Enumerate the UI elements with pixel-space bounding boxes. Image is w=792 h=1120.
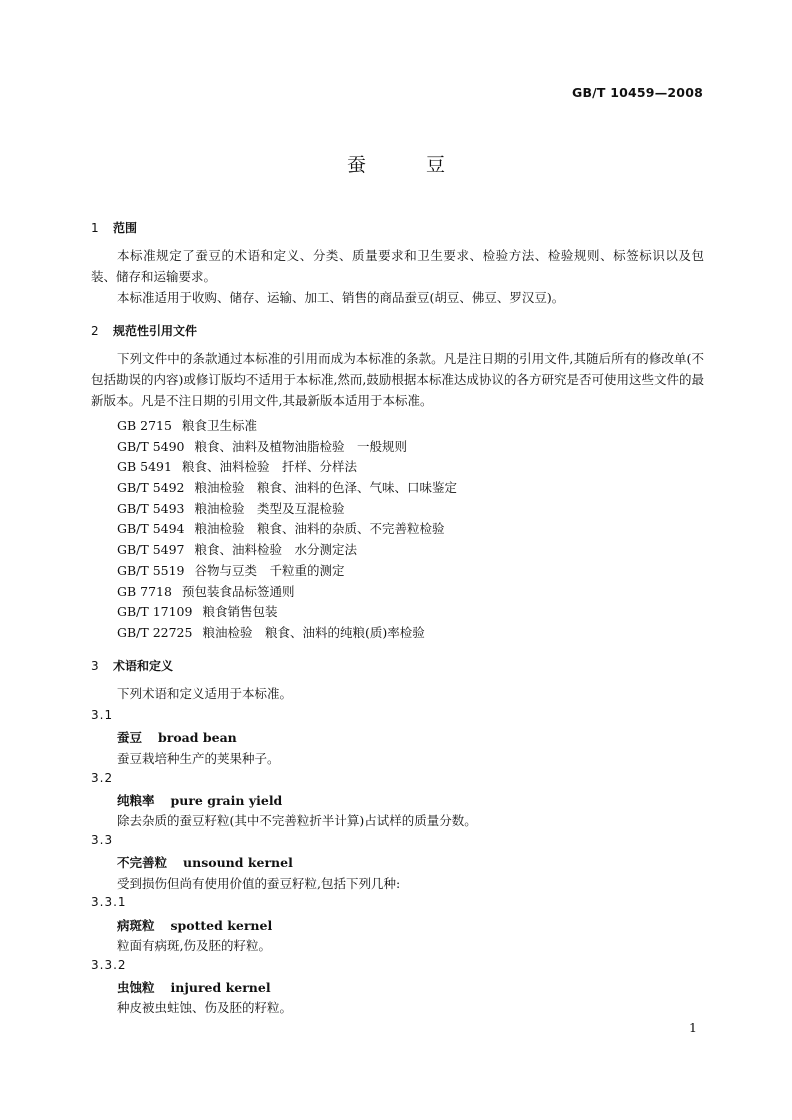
reference-title: 粮食销售包装 xyxy=(202,604,278,619)
term-cn: 纯粮率 xyxy=(117,793,155,808)
section-1-heading xyxy=(91,219,137,236)
term-definition: 蚕豆栽培种生产的荚果种子。 xyxy=(117,751,280,766)
reference-title: 粮食卫生标准 xyxy=(181,418,257,433)
term-definition: 除去杂质的蚕豆籽粒(其中不完善粒折半计算)占试样的质量分数。 xyxy=(117,813,477,828)
reference-item xyxy=(117,416,257,434)
term-heading xyxy=(117,728,237,746)
reference-title: 粮食、油料检验 扦样、分样法 xyxy=(181,459,357,474)
terms-intro: 下列术语和定义适用于本标准。 xyxy=(117,686,293,701)
reference-code: GB/T 5497 xyxy=(117,542,185,557)
reference-title: 粮油检验 类型及互混检验 xyxy=(194,501,345,516)
reference-title: 粮食、油料及植物油脂检验 一般规则 xyxy=(194,439,408,454)
page-number: 1 xyxy=(689,1020,697,1035)
reference-code: GB/T 5490 xyxy=(117,439,185,454)
reference-title: 谷物与豆类 千粒重的测定 xyxy=(194,563,345,578)
reference-code: GB/T 5519 xyxy=(117,563,185,578)
section-3-heading xyxy=(91,657,173,674)
reference-title: 粮食、油料检验 水分测定法 xyxy=(194,542,358,557)
term-heading xyxy=(117,791,282,809)
term-cn: 虫蚀粒 xyxy=(117,980,155,995)
section-number: 3 xyxy=(91,659,99,673)
reference-item xyxy=(117,602,277,620)
section-title: 术语和定义 xyxy=(113,659,174,673)
term-definition: 受到损伤但尚有使用价值的蚕豆籽粒,包括下列几种: xyxy=(117,876,401,891)
term-en: injured kernel xyxy=(170,980,271,995)
section-number: 2 xyxy=(91,324,99,338)
reference-code: GB/T 5493 xyxy=(117,501,185,516)
term-en: unsound kernel xyxy=(183,855,293,870)
standard-number: GB/T 10459—2008 xyxy=(571,85,703,100)
page-title: 蚕豆 xyxy=(346,154,505,176)
reference-item xyxy=(117,582,294,600)
term-definition: 粒面有病斑,伤及胚的籽粒。 xyxy=(117,938,271,953)
section-number: 1 xyxy=(91,221,99,235)
term-number: 3.1 xyxy=(91,708,114,722)
section-2-heading xyxy=(91,322,197,339)
term-en: pure grain yield xyxy=(170,793,283,808)
reference-title: 粮油检验 粮食、油料的纯粮(质)率检验 xyxy=(202,625,425,640)
term-number: 3.3.2 xyxy=(91,958,127,972)
reference-item xyxy=(117,457,357,475)
term-number: 3.3.1 xyxy=(91,895,127,909)
normative-intro: 下列文件中的条款通过本标准的引用而成为本标准的条款。凡是注日期的引用文件,其随后所有的修改单(不包括勘误的内容)或修订版均不适用于本标准,然而,鼓励根据本标准达成协议的各方研究是否可使用这些文件的最新版本。凡是不注日期的引用文件,其最新版本适用于本标准。 xyxy=(91,351,704,408)
reference-item xyxy=(117,519,445,537)
reference-code: GB 2715 xyxy=(117,418,172,433)
reference-item xyxy=(117,437,407,455)
term-heading xyxy=(117,853,293,871)
reference-code: GB 7718 xyxy=(117,584,172,599)
reference-item xyxy=(117,561,345,579)
reference-item xyxy=(117,499,345,517)
reference-code: GB/T 17109 xyxy=(117,604,193,619)
term-heading xyxy=(117,978,271,996)
term-number: 3.2 xyxy=(91,771,114,785)
scope-paragraph-2: 本标准适用于收购、储存、运输、加工、销售的商品蚕豆(胡豆、佛豆、罗汉豆)。 xyxy=(117,290,565,305)
reference-title: 粮油检验 粮食、油料的色泽、气味、口味鉴定 xyxy=(194,480,458,495)
reference-item xyxy=(117,540,357,558)
term-en: spotted kernel xyxy=(170,918,273,933)
reference-item xyxy=(117,478,457,496)
term-number: 3.3 xyxy=(91,833,114,847)
scope-paragraph-1: 本标准规定了蚕豆的术语和定义、分类、质量要求和卫生要求、检验方法、检验规则、标签标识以及包装、储存和运输要求。 xyxy=(91,248,704,284)
section-title: 规范性引用文件 xyxy=(113,324,198,338)
reference-code: GB 5491 xyxy=(117,459,172,474)
term-en: broad bean xyxy=(158,730,237,745)
reference-item xyxy=(117,623,425,641)
section-title: 范围 xyxy=(113,221,138,235)
term-cn: 不完善粒 xyxy=(117,855,168,870)
term-cn: 病斑粒 xyxy=(117,918,155,933)
term-heading xyxy=(117,916,272,934)
reference-code: GB/T 5494 xyxy=(117,521,185,536)
term-cn: 蚕豆 xyxy=(117,730,143,745)
reference-code: GB/T 22725 xyxy=(117,625,193,640)
reference-code: GB/T 5492 xyxy=(117,480,185,495)
reference-title: 预包装食品标签通则 xyxy=(181,584,295,599)
reference-title: 粮油检验 粮食、油料的杂质、不完善粒检验 xyxy=(194,521,445,536)
term-definition: 种皮被虫蛀蚀、伤及胚的籽粒。 xyxy=(117,1000,293,1015)
